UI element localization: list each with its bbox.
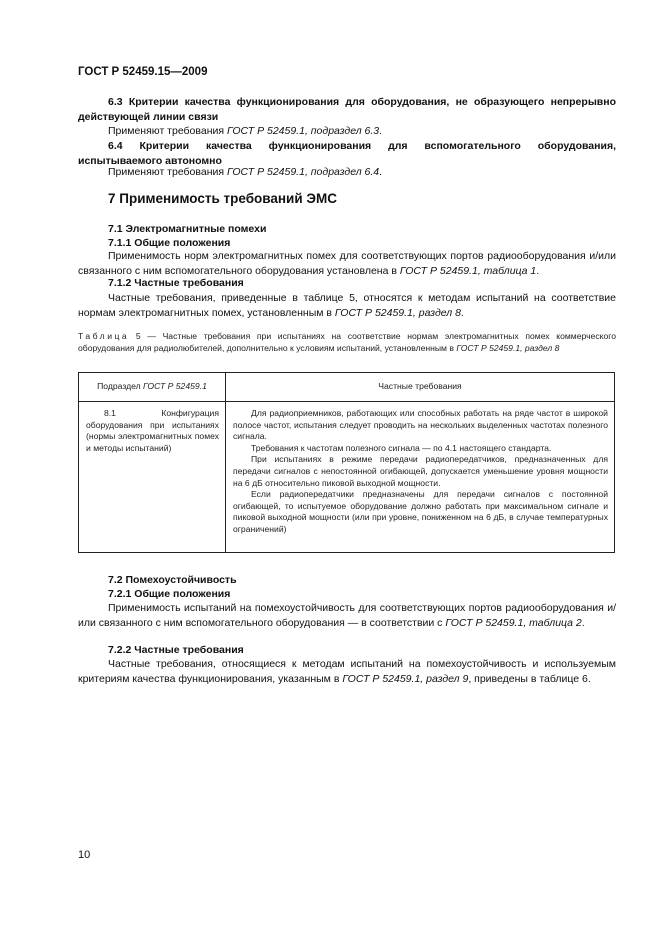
- requirement-paragraph: Для радиоприемников, работающих или способных работать на ряде частот в широкой полосе частот, испытания следует проводить на нескольких выделенных частотах полезного сигнала.: [233, 408, 608, 442]
- section-7-1-1-heading: 7.1.1 Общие положения: [108, 237, 231, 249]
- standard-reference: ГОСТ Р 52459.1, подраздел 6.4: [226, 166, 380, 178]
- table-5-caption: Таблица 5 — Частные требования при испытаниях на соответствие нормам электромагнитных помех коммерческого оборудования для радиолюбителей, дополнительно к условиям испытаний, установленным в ГОСТ Р 52459.1, раздел 8: [78, 331, 616, 353]
- standard-reference: ГОСТ Р 52459.1, таблица 2: [445, 616, 582, 629]
- section-7-1-2-heading: 7.1.2 Частные требования: [108, 277, 244, 289]
- page-number: 10: [78, 849, 91, 861]
- section-6-3-text: Применяют требования ГОСТ Р 52459.1, подраздел 6.3.: [108, 125, 383, 137]
- section-7-2-heading: 7.2 Помехоустойчивость: [108, 574, 237, 586]
- requirement-paragraph: Требования к частотам полезного сигнала — по 4.1 настоящего стандарта.: [251, 442, 552, 453]
- standard-reference: ГОСТ Р 52459.1, раздел 8: [334, 306, 461, 319]
- document-header: ГОСТ Р 52459.15—2009: [78, 66, 208, 78]
- section-6-4-text: Применяют требования ГОСТ Р 52459.1, подраздел 6.4.: [108, 166, 383, 178]
- table-header-row: [79, 373, 615, 402]
- table-column-header: Подраздел ГОСТ Р 52459.1: [79, 373, 226, 402]
- table-column-header: Частные требования: [226, 373, 615, 402]
- requirement-paragraph: При испытаниях в режиме передачи радиопередатчиков, предназначенных для передачи сигналов с непостоянной огибающей, допускается уменьшение уровня мощности на 6 дБ относительно пиковой выходной мощности.: [233, 454, 608, 488]
- section-7-1-2-text: Частные требования, приведенные в таблице 5, относятся к методам испытаний на соответствие нормам электромагнитных помех, установленным в ГОСТ Р 52459.1, раздел 8.: [78, 292, 616, 319]
- table-cell-subsection: 8.1 Конфигурация оборудования при испытаниях (нормы электромагнитных помех и методы испытаний): [79, 402, 226, 553]
- section-7-heading: 7 Применимость требований ЭМС: [108, 191, 338, 206]
- section-6-4-heading: 6.4 Критерии качества функционирования для вспомогательного оборудования, испытываемого автономно: [78, 140, 616, 167]
- standard-reference: ГОСТ Р 52459.1, раздел 9: [342, 672, 469, 685]
- section-7-2-1-text: Применимость испытаний на помехоустойчивость для соответствующих портов радиооборудования и/или связанного с ним вспомогательного оборудования — в соответствии с ГОСТ Р 52459.1, таблица 2.: [78, 602, 616, 629]
- standard-reference: ГОСТ Р 52459.1, раздел 8: [456, 343, 560, 353]
- table-5: [78, 372, 615, 553]
- section-7-2-2-text: Частные требования, относящиеся к методам испытаний на помехоустойчивость и используемым критериям качества функционирования, указанным в ГОСТ Р 52459.1, раздел 9, приведены в таблице 6.: [78, 658, 616, 685]
- table-cell-requirements: [226, 402, 615, 553]
- requirement-paragraph: Если радиопередатчики предназначены для передачи сигналов с постоянной огибающей, то испытуемое оборудование должно работать при максимальном сигнале и пиковой выходной мощности (или при уровне, пониженном на 6 дБ, в случае температурных ограничений): [233, 489, 608, 534]
- standard-reference: ГОСТ Р 52459.1, таблица 1: [399, 264, 537, 277]
- table-row: [79, 402, 615, 553]
- section-7-1-heading: 7.1 Электромагнитные помехи: [108, 223, 267, 235]
- section-7-1-1-text: Применимость норм электромагнитных помех для соответствующих портов радиооборудования и/или связанного с ним вспомогательного оборудования установлена в ГОСТ Р 52459.1, таблица 1.: [78, 250, 616, 277]
- section-7-2-2-heading: 7.2.2 Частные требования: [108, 644, 244, 656]
- standard-reference: ГОСТ Р 52459.1, подраздел 6.3: [226, 125, 380, 137]
- section-6-3-heading: 6.3 Критерии качества функционирования для оборудования, не образующего непрерывно действующей линии связи: [78, 96, 616, 123]
- section-7-2-1-heading: 7.2.1 Общие положения: [108, 588, 231, 600]
